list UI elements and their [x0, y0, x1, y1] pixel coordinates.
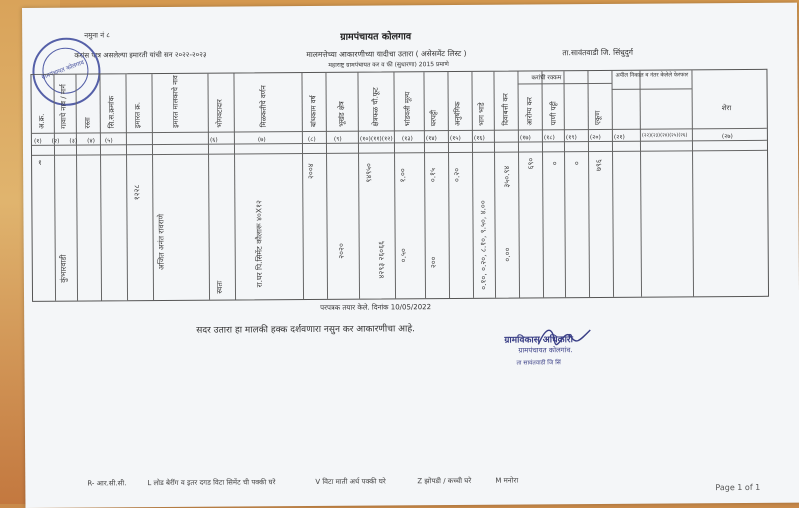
taluka-district: ता.सावंतवाडी जि. सिंधुदुर्ग — [562, 47, 633, 58]
row-owner: अजित अनंत रावराणे — [156, 213, 166, 271]
column-number-row: (१) (२) (३) (४) (५) — [33, 137, 113, 145]
col-line — [541, 71, 544, 297]
rule-reference: महाराष्ट्र ग्रामपंचायत कर व फी (सुधारणा) 2015 प्रमाणे — [328, 61, 449, 69]
col-line — [493, 72, 496, 298]
legend-hut: Z झोपडी / कच्ची घरे — [417, 476, 472, 486]
col-num-22: (२२)(२३)(२४)(२५)(२६) — [641, 132, 688, 139]
row-light: ०.०० — [502, 247, 512, 262]
page-number: Page 1 of 1 — [715, 482, 761, 493]
tax-group-header: करांची रक्कम — [531, 74, 562, 82]
row-health: ६९० — [526, 157, 536, 170]
col-line — [207, 74, 210, 300]
col-line — [691, 70, 694, 296]
col-water: पाणी पट्टी — [549, 101, 558, 126]
col-num-19: (१९) — [565, 134, 577, 142]
col-line — [151, 74, 154, 300]
col-line — [563, 71, 566, 297]
col-rent: भाग भाडे — [477, 102, 486, 126]
col-line — [471, 72, 474, 298]
col-num-18: (१८) — [543, 134, 555, 142]
col-occupant: भोगवटादार — [215, 99, 224, 128]
col-total: एकूण — [593, 110, 602, 126]
officer-panchayat: ग्रामपंचायत कोलगांव. — [518, 346, 573, 355]
col-line — [325, 73, 328, 299]
prepared-date: परपत्रक तयार केले. दिनांक 10/05/2022 — [320, 303, 432, 312]
col-owner: इमारत मालकाचे नाव — [171, 75, 180, 128]
col-village: गावाचे नाव / मार्ग — [59, 84, 68, 129]
row-building-no: १२२८ — [132, 184, 142, 201]
col-survey: सि.स.क्रमांक — [107, 95, 116, 129]
form-number: नमुना नं ८ — [84, 31, 110, 40]
col-num-14: (१४) — [425, 135, 437, 143]
extract-title: मालमत्तेच्या आकारणीच्या यादीचा उतारा ( असेसमेंट लिस्ट ) — [306, 48, 467, 60]
legend-tower: M मनोरा — [495, 476, 519, 485]
row-house-tax: ३५०.९४ — [502, 165, 512, 188]
col-serial: अ.क्र. — [37, 113, 46, 129]
row-rates: ४२९३ २६०६६ — [376, 240, 386, 279]
col-line — [447, 72, 450, 298]
appeal-group-header: अपील निकाल व नंतर केलेले फेरफार — [615, 72, 689, 79]
col-line — [517, 72, 520, 298]
col-line — [233, 74, 236, 300]
row-tax3: ०.१५ — [428, 168, 438, 183]
legend-mud-brick: V विटा माती अर्ध पक्की घरे — [315, 477, 386, 486]
row-tax5: ०.२० — [452, 167, 462, 183]
assessment-table — [30, 69, 769, 302]
col-line — [611, 71, 614, 297]
col-num-10: (१०)(११)(१२) — [359, 135, 393, 143]
officer-title: ग्रामविकास अधिकारी — [504, 335, 573, 346]
col-num-7: (७) — [257, 136, 266, 144]
row-village: कुंभारवाडी — [58, 254, 68, 283]
year-line: करांस पात्र असलेल्या इमारती यांची सन २०२२-२०२३ — [74, 50, 207, 60]
col-num-16: (१६) — [473, 134, 485, 142]
stamp-text: ग्रामपंचायत कोलगाव — [40, 59, 86, 82]
col-num-20: (२०) — [589, 133, 601, 142]
data-row-divider — [32, 150, 767, 156]
col-num-21: (२१) — [613, 133, 625, 141]
row-rate-line: ०.१०, ०.२०, ८.१०, ९.५०, ४.०० — [478, 200, 488, 290]
col-num-9: (९) — [333, 135, 342, 143]
col-num-17: (१७) — [519, 134, 531, 142]
col-description: मिळकतीचे वर्णन — [259, 85, 268, 128]
col-num-15: (१५) — [449, 134, 461, 143]
row-capital: ९४९५० — [364, 163, 374, 183]
col-line — [393, 72, 396, 298]
col-health: आरोग्य कर — [525, 97, 534, 126]
col-plot: भूखंड क्षेत्र — [337, 101, 346, 127]
col-num-6: (६) — [209, 136, 218, 144]
ownership-note: सदर उतारा हा मालकी हक्क दर्शवणारा नसुन कर आकारणीचा आहे. — [196, 324, 416, 336]
col-num-8: (८) — [307, 135, 316, 144]
col-building: इमारत क्र. — [133, 102, 142, 129]
col-line — [587, 71, 590, 297]
row-total: ७९६ — [594, 159, 604, 172]
col-line — [125, 74, 128, 300]
col-road: रस्ता — [83, 117, 92, 129]
officer-taluka: ता सावंतवाडी जि सिं — [516, 359, 561, 367]
row-other: ० — [572, 161, 582, 166]
col-line — [357, 73, 360, 299]
row-occupant: स्वतः — [214, 280, 224, 294]
remarks-header: शेरा — [721, 104, 732, 113]
appeal-group-divider — [612, 88, 692, 90]
document-page — [22, 3, 799, 508]
col-capital: भांडवली मूल्य — [403, 91, 412, 127]
col-line — [423, 72, 426, 298]
row-tax2: ०.५० — [398, 248, 408, 263]
row-tax1: १.०० — [398, 168, 408, 183]
row-tax4: २०० — [428, 256, 438, 269]
col-num-27: (२७) — [721, 133, 733, 141]
col-line — [75, 75, 78, 301]
col-area: क्षेत्रफळ चौ.फूट — [371, 87, 380, 127]
col-light: दिवाबत्ती कर — [501, 93, 510, 126]
panchayat-name: ग्रामपंचायत कोलगाव — [340, 31, 412, 43]
col-related: अनुषंगिक — [453, 101, 462, 126]
row-area: २०२० — [336, 243, 346, 259]
col-num-13: (१३) — [401, 135, 413, 143]
number-row-divider — [32, 140, 767, 146]
row-water: ० — [550, 161, 560, 166]
col-line — [301, 73, 304, 299]
col-house-tax: घरपट्टी — [429, 109, 438, 127]
col-line — [53, 75, 56, 301]
legend-rcc: R- आर.सी.सी. — [87, 479, 127, 488]
legend-load-bearing: L लोड बेरींग व इतर दगड विटा सिमेंट ची पक्की घरे — [147, 478, 276, 488]
row-description: रा.घर पि.सिमेंट कौलारू ४०X१२ — [254, 200, 264, 288]
row-serial: १ — [38, 158, 42, 167]
col-line — [99, 74, 102, 300]
col-year: बांधकाम वर्ष — [309, 95, 318, 127]
col-line — [639, 71, 642, 297]
row-year: २००४ — [306, 163, 316, 180]
